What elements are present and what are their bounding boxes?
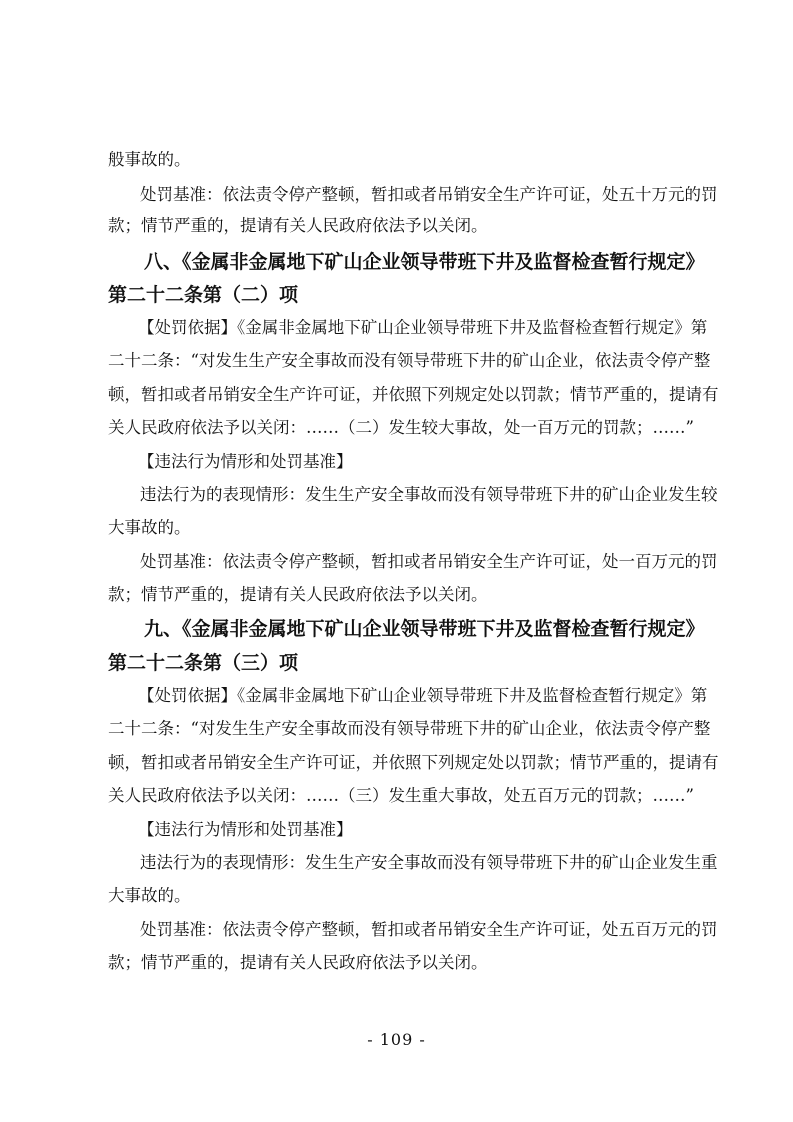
section-heading: 九、《金属非金属地下矿山企业领导带班下井及监督检查暂行规定》 bbox=[144, 618, 705, 640]
paragraph-line: 二十二条：“对发生生产安全事故而没有领导带班下井的矿山企业，依法责令停产整 bbox=[108, 351, 711, 370]
paragraph-line: 违法行为的表现情形：发生生产安全事故而没有领导带班下井的矿山企业发生重 bbox=[140, 853, 718, 872]
subsection-label: 【违法行为情形和处罚基准】 bbox=[138, 452, 353, 471]
paragraph-line: 处罚基准：依法责令停产整顿，暂扣或者吊销安全生产许可证，处五百万元的罚 bbox=[140, 920, 718, 939]
subsection-label: 【违法行为情形和处罚基准】 bbox=[138, 820, 353, 839]
paragraph-line: 大事故的。 bbox=[108, 886, 191, 905]
paragraph-line: 关人民政府依法予以关闭：……（三）发生重大事故，处五百万元的罚款；……” bbox=[108, 786, 694, 805]
paragraph-line: 二十二条：“对发生生产安全事故而没有领导带班下井的矿山企业，依法责令停产整 bbox=[108, 719, 711, 738]
paragraph-line: 处罚基准：依法责令停产整顿，暂扣或者吊销安全生产许可证，处五十万元的罚 bbox=[140, 185, 718, 204]
section-heading: 第二十二条第（二）项 bbox=[108, 284, 299, 306]
section-heading: 第二十二条第（三）项 bbox=[108, 652, 299, 674]
paragraph-line: 【处罚依据】《金属非金属地下矿山企业领导带班下井及监督检查暂行规定》第 bbox=[138, 686, 708, 705]
paragraph-line: 款；情节严重的，提请有关人民政府依法予以关闭。 bbox=[108, 585, 488, 604]
paragraph-line: 大事故的。 bbox=[108, 518, 191, 537]
section-heading: 八、《金属非金属地下矿山企业领导带班下井及监督检查暂行规定》 bbox=[144, 251, 705, 273]
paragraph-line: 关人民政府依法予以关闭：……（二）发生较大事故，处一百万元的罚款；……” bbox=[108, 418, 694, 437]
paragraph-line: 款；情节严重的，提请有关人民政府依法予以关闭。 bbox=[108, 953, 488, 972]
page-number: - 109 - bbox=[367, 1030, 426, 1049]
paragraph-line: 【处罚依据】《金属非金属地下矿山企业领导带班下井及监督检查暂行规定》第 bbox=[138, 318, 708, 337]
paragraph-line: 处罚基准：依法责令停产整顿，暂扣或者吊销安全生产许可证，处一百万元的罚 bbox=[140, 552, 718, 571]
paragraph-line: 顿，暂扣或者吊销安全生产许可证，并依照下列规定处以罚款；情节严重的，提请有 bbox=[108, 385, 719, 404]
paragraph-line: 般事故的。 bbox=[108, 150, 191, 169]
paragraph-line: 款；情节严重的，提请有关人民政府依法予以关闭。 bbox=[108, 216, 488, 235]
paragraph-line: 违法行为的表现情形：发生生产安全事故而没有领导带班下井的矿山企业发生较 bbox=[140, 485, 718, 504]
paragraph-line: 顿，暂扣或者吊销安全生产许可证，并依照下列规定处以罚款；情节严重的，提请有 bbox=[108, 753, 719, 772]
